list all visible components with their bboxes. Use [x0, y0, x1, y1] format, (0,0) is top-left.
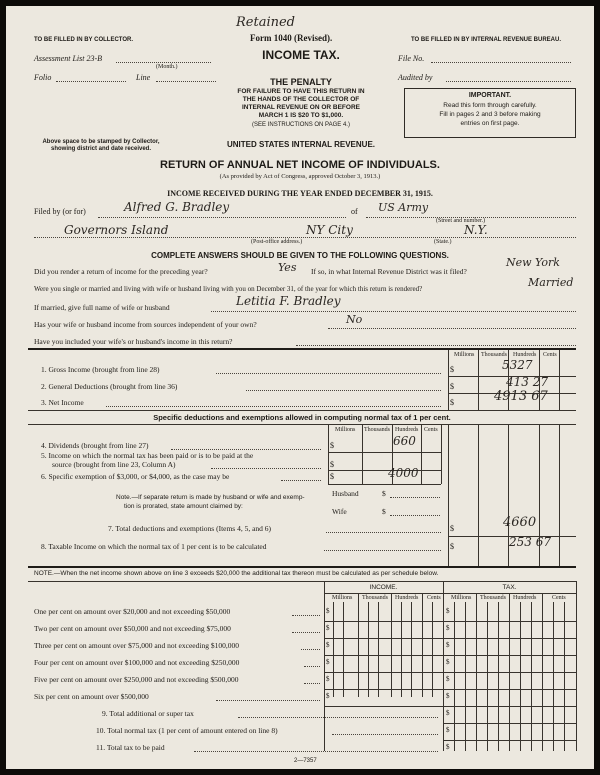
penalty-line-1: FOR FAILURE TO HAVE THIS RETURN IN — [237, 88, 365, 95]
line-label: Line — [136, 73, 151, 82]
month-label: (Month.) — [156, 64, 178, 70]
wife-label: Wife — [332, 507, 347, 516]
tax-col-hundreds: Hundreds — [513, 595, 537, 601]
line-3-value[interactable]: 4913 67 — [494, 389, 548, 404]
bureau-heading: TO BE FILLED IN BY INTERNAL REVENUE BUREAU. — [411, 37, 562, 43]
filer-city[interactable]: NY City — [306, 223, 353, 237]
question-district: If so, in what Internal Revenue District was it filed? — [311, 267, 467, 276]
filed-by-label: Filed by (or for) — [34, 207, 86, 216]
line-4-dividends: 4. Dividends (brought from line 27) — [41, 441, 149, 450]
super-tax-note: NOTE.—When the net income shown above on line 3 exceeds $20,000 the additional tax thereon must be calculated as per schedule below. — [34, 570, 439, 577]
important-line-2: Fill in pages 2 and 3 before making — [439, 111, 541, 118]
collector-heading: TO BE FILLED IN BY COLLECTOR. — [34, 37, 134, 43]
footer-code: 2—7357 — [294, 758, 317, 764]
col-millions: Millions — [454, 352, 475, 358]
income-col-cents: Cents — [427, 595, 441, 601]
question-prior-return: Did you render a return of income for the preceding year? — [34, 267, 208, 276]
questions-heading: COMPLETE ANSWERS SHOULD BE GIVEN TO THE FOLLOWING QUESTIONS. — [151, 251, 449, 260]
handwritten-retained: Retained — [236, 15, 296, 30]
line-5-source-income-cont: source (brought from line 23, Column A) — [52, 460, 176, 469]
line-3-net-income: 3. Net Income — [41, 398, 84, 407]
folio-label: Folio — [34, 73, 52, 82]
income-col-millions: Millions — [332, 595, 353, 601]
super-tax-row-3: Three per cent on amount over $75,000 and not exceeding $100,000 — [34, 641, 239, 650]
question-spouse-income: Has your wife or husband income from sources independent of your own? — [34, 320, 257, 329]
filer-street[interactable]: US Army — [378, 201, 429, 214]
tax-form-page: TO BE FILLED IN BY COLLECTOR. TO BE FILLED IN BY INTERNAL REVENUE BUREAU. Retained Form 1040 (Revised). Assessment List 23-B (Month.) Folio Line File No. Audited by INCOME TAX. THE PENALTY FOR FAILURE TO HAVE THIS RETURN IN THE HANDS OF THE COLLECTOR OF INTERNAL REVENUE ON OR BEFORE MARCH 1 IS $20 TO $1,000. (SEE INSTRUCTIONS ON PAGE 4.) IMPORTANT. Read this form through carefully. Fill in pages 2 and 3 before making entries on first page. Above space to be stamped by Collector, showing district and date received. UNITED STATES INTERNAL REVENUE. RETURN OF ANNUAL NET INCOME OF INDIVIDUALS. (As provided by Act of Congress, approved October 3, 1913.) INCOME RECEIVED DURING THE YEAR ENDED DECEMBER 31, 1915. Filed by (or for) Alfred G. Bradley of US Army (Street and number.) Governors Island NY City N.Y. (Post-office address.) (State.) COMPLETE ANSWERS SHOULD BE GIVEN TO THE FOLLOWING QUESTIONS. Did you render a return of income for the preceding year? Yes If so, in what Internal Revenue District was it filed? New York Were you single or married and living with wife or husband living with you on December 31, of the year for which this return is rendered? Married If married, give full name of wife or husband Letitia F. Bradley Has your wife or husband income from sources independent of your own? No Have you included your wife's or husband's income in this return? Millions Thousands Hundreds Cents 1. Gross Income (brought from line 28) $ 5327 2. General Deductions (brought from line 36) $ 413 27 3. Net Income $ 4913 67 Specific deductions and exemptions allowed in computing normal tax of 1 per cent. Millions Thousands Hundreds Cents 4. Dividends (brought from line 27) $ 660 5. Income on which the normal tax has been paid or is to be paid at the source (brought from line 23, Column A) $ 6. Specific exemption of $3,000, or $4,000, as the case may be $ 4000 Note.—If separate return is made by husband or wife and exemp- tion is prorated, state amount claimed by: Husband $ Wife $ 7. Total deductions and exemptions (Items 4, 5, and 6) $ 4660 8. Taxable Income on which the normal tax of 1 per cent is to be calculated $ 253 67 NOTE.—When the net income shown above on line 3 exceeds $20,000 the additional tax thereon must be calculated as per schedule below. INCOME. TAX. Millions Thousands Hundreds Cents Millions Thousands Hundreds Cents One per cent on amount over $20,000 and not exceeding $50,000 Two per cent on amount over $50,000 and not exceeding $75,000 Three per cent on amount over $75,000 and not exceeding $100,000 Four per cent on amount over $100,000 and not exceeding $250,000 Five per cent on amount over $250,000 and not exceeding $500,000 Six per cent on amount over $500,000 $ $ $ $ $ $ $ $ $ $ $ $ $ $ $ 9. Total additional or super tax 10. Total normal tax (1 per cent of amount entered on line 8) 11. Total tax to be paid 2—7357 — [6, 6, 594, 769]
line-5-source-income: 5. Income on which the normal tax has been paid or is to be paid at the — [41, 451, 254, 460]
line-6-value[interactable]: 4000 — [388, 466, 419, 480]
act-reference: (As provided by Act of Congress, approved October 3, 1913.) — [219, 173, 381, 180]
important-line-1: Read this form through carefully. — [443, 102, 537, 109]
line-4-value[interactable]: 660 — [393, 434, 416, 448]
line-1-gross-income: 1. Gross Income (brought from line 28) — [41, 365, 160, 374]
audited-by-label: Audited by — [398, 73, 433, 82]
tax-header: TAX. — [502, 584, 517, 591]
stamp-note-2: showing district and date received. — [50, 146, 152, 152]
super-tax-row-1: One per cent on amount over $20,000 and not exceeding $50,000 — [34, 607, 231, 616]
street-label: (Street and number.) — [436, 218, 486, 224]
super-tax-row-4: Four per cent on amount over $100,000 and not exceeding $250,000 — [34, 658, 240, 667]
filer-name[interactable]: Alfred G. Bradley — [124, 200, 230, 214]
col-cents: Cents — [543, 352, 557, 358]
return-title: RETURN OF ANNUAL NET INCOME OF INDIVIDUALS. — [160, 159, 440, 171]
income-col-hundreds: Hundreds — [395, 595, 419, 601]
question-spouse-name: If married, give full name of wife or husband — [34, 303, 170, 312]
penalty-line-2: THE HANDS OF THE COLLECTOR OF — [242, 96, 360, 103]
answer-prior-return[interactable]: Yes — [278, 261, 297, 274]
prorate-note-2: tion is prorated, state amount claimed by: — [124, 503, 243, 510]
super-tax-row-5: Five per cent on amount over $250,000 and not exceeding $500,000 — [34, 675, 239, 684]
line-10-normal-tax: 10. Total normal tax (1 per cent of amount entered on line 8) — [96, 726, 278, 735]
assessment-list: Assessment List 23-B — [34, 54, 102, 63]
husband-label: Husband — [332, 489, 359, 498]
income-col-thousands: Thousands — [362, 595, 388, 601]
line-7-total-deductions: 7. Total deductions and exemptions (Items 4, 5, and 6) — [108, 524, 272, 533]
line-7-value[interactable]: 4660 — [503, 515, 537, 530]
answer-spouse-income[interactable]: No — [346, 313, 363, 326]
file-no-label: File No. — [398, 54, 425, 63]
line-2-general-deductions: 2. General Deductions (brought from line 36) — [41, 382, 178, 391]
line-2-value[interactable]: 413 27 — [506, 375, 548, 389]
col-hundreds: Hundreds — [513, 352, 537, 358]
question-spouse-included: Have you included your wife's or husband's income in this return? — [34, 337, 233, 346]
important-title: IMPORTANT. — [468, 92, 512, 99]
super-tax-row-2: Two per cent on amount over $50,000 and not exceeding $75,000 — [34, 624, 231, 633]
col-thousands: Thousands — [481, 352, 507, 358]
agency-name: UNITED STATES INTERNAL REVENUE. — [226, 140, 375, 149]
line-1-value[interactable]: 5327 — [502, 358, 533, 372]
stamp-note-1: Above space to be stamped by Collector, — [42, 139, 160, 145]
tax-col-thousands: Thousands — [480, 595, 506, 601]
sub-col-thousands: Thousands — [364, 427, 390, 433]
important-line-3: entries on first page. — [460, 120, 520, 127]
line-8-taxable-income: 8. Taxable Income on which the normal tax of 1 per cent is to be calculated — [41, 542, 267, 551]
answer-district[interactable]: New York — [506, 256, 560, 269]
line-9-super-tax: 9. Total additional or super tax — [102, 709, 194, 718]
prorate-note-1: Note.—If separate return is made by husband or wife and exemp- — [116, 494, 305, 501]
super-tax-row-6: Six per cent on amount over $500,000 — [34, 692, 149, 701]
state-label: (State.) — [434, 239, 452, 245]
penalty-line-4: MARCH 1 IS $20 TO $1,000. — [258, 112, 344, 119]
penalty-line-3: INTERNAL REVENUE ON OR BEFORE — [242, 104, 360, 111]
line-11-total-tax: 11. Total tax to be paid — [96, 743, 165, 752]
answer-marital[interactable]: Married — [528, 276, 574, 289]
question-marital: Were you single or married and living with wife or husband living with you on December 31, of the year for which this return is rendered? — [34, 285, 423, 293]
penalty-title: THE PENALTY — [270, 77, 332, 87]
specific-deductions-heading: Specific deductions and exemptions allowed in computing normal tax of 1 per cent. — [153, 413, 451, 422]
sub-col-millions: Millions — [335, 427, 356, 433]
sub-col-hundreds: Hundreds — [395, 427, 419, 433]
income-header: INCOME. — [369, 584, 398, 591]
main-title: INCOME TAX. — [262, 48, 340, 62]
filer-state[interactable]: N.Y. — [464, 223, 488, 237]
line-8-value[interactable]: 253 67 — [509, 535, 551, 549]
sub-col-cents: Cents — [424, 427, 438, 433]
income-year-heading: INCOME RECEIVED DURING THE YEAR ENDED DECEMBER 31, 1915. — [167, 189, 433, 198]
filer-address[interactable]: Governors Island — [64, 223, 169, 237]
line-6-specific-exemption: 6. Specific exemption of $3,000, or $4,000, as the case may be — [41, 472, 230, 481]
penalty-note: (SEE INSTRUCTIONS ON PAGE 4.) — [252, 122, 350, 128]
of-label: of — [351, 207, 358, 216]
tax-col-millions: Millions — [451, 595, 472, 601]
answer-spouse-name[interactable]: Letitia F. Bradley — [236, 294, 341, 308]
post-office-label: (Post-office address.) — [251, 239, 303, 245]
form-number: Form 1040 (Revised). — [250, 33, 333, 43]
tax-col-cents: Cents — [552, 595, 566, 601]
